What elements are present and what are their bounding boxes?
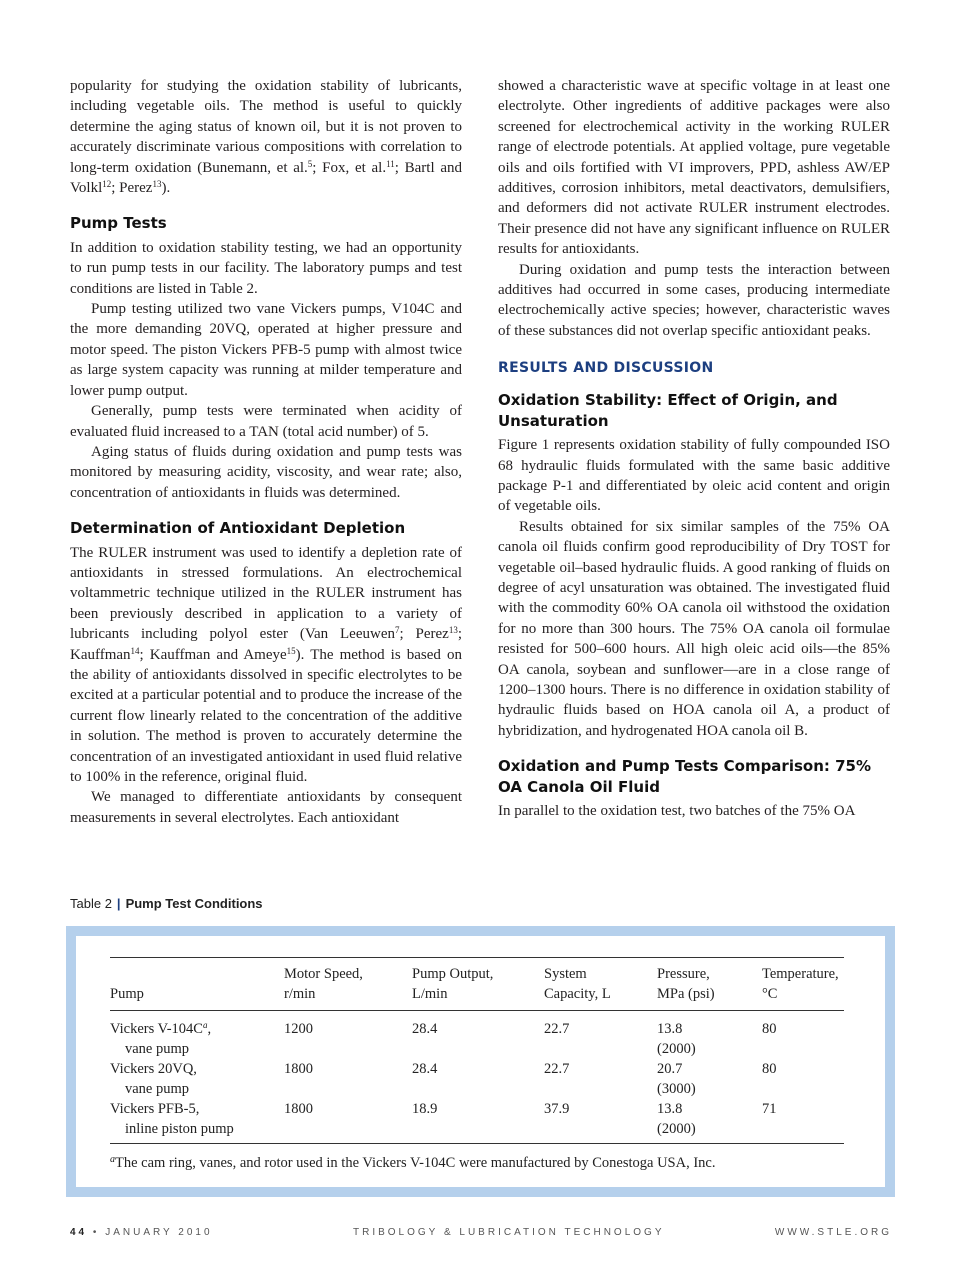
pump-name: Vickers V-104C (110, 1021, 203, 1037)
heading-antioxidant-depletion: Determination of Antioxidant Depletion (70, 519, 406, 538)
reference-superscript: 12 (102, 179, 112, 190)
footer-journal: TRIBOLOGY & LUBRICATION TECHNOLOGY (353, 1227, 665, 1238)
cell-capacity: 22.7 (544, 1061, 570, 1077)
reference-superscript: 7 (394, 625, 400, 636)
table-footnote (110, 1154, 715, 1172)
right-column (498, 76, 890, 821)
table-label: Table 2 (70, 896, 112, 911)
cell-pump (110, 1059, 284, 1099)
reference-superscript: 13 (152, 179, 162, 190)
table-panel (76, 936, 885, 1187)
pump-type: vane pump (125, 1041, 190, 1057)
cell-pump (110, 1011, 284, 1060)
table-caption (70, 896, 263, 911)
reference-superscript: 11 (386, 158, 395, 169)
header-temperature (762, 958, 844, 1011)
cell-temperature: 71 (762, 1101, 777, 1117)
caption-separator: | (116, 896, 121, 911)
header-text: Temperature, (762, 966, 839, 982)
header-pump-output (412, 958, 544, 1011)
text: ). The method is based on the ability of antioxidants dissolved in specific electrolytes to be excited at a particular potential and to produce the increase of the current flow linearly related to the concentration of the additive in solution. The method is proven to accurately determine the concentration of an investigated antioxidant in used fluid relative to 100% in the reference, original fluid. (70, 646, 462, 785)
header-unit: r/min (284, 986, 316, 1002)
footer-date: JANUARY 2010 (105, 1227, 213, 1238)
pressure-psi: (3000) (657, 1081, 696, 1097)
heading-pump-tests: Pump Tests (70, 214, 167, 233)
paragraph: During oxidation and pump tests the interaction between additives had occurred in some cases, producing intermediate electrochemically active species; however, characteristic waves of these substances did not overlap specific antioxidant peaks. (498, 261, 890, 339)
header-unit: Capacity, L (544, 986, 611, 1002)
paragraph: In addition to oxidation stability testing, we had an opportunity to run pump tests in our facility. The laboratory pumps and test conditions are listed in Table 2. (70, 239, 462, 297)
paragraph: We managed to differentiate antioxidants by consequent measurements in several electrolytes. Each antioxidant (70, 789, 462, 826)
paragraph: showed a characteristic wave at specific voltage in at least one electrolyte. Other ingredients of additive packages were also screened for electrochemical activity in the working RULER range of electrode potentials. At applied voltage, pure vegetable oils and oils fortified with VI improvers, PPD, ashless AW/EP additives, corrosion inhibitors, metal deactivators, demulsifiers, and deformers did not activate RULER instrument electrodes. Their presence did not have any significant influence on RULER results for antioxidants. (498, 78, 890, 258)
table-title: Pump Test Conditions (125, 896, 263, 911)
paragraph: Figure 1 represents oxidation stability of fully compounded ISO 68 hydraulic fluids formulated with the same basic additive package P-1 and differentiated by oleic acid content and origin of vegetable oils. (498, 437, 890, 515)
footnote-mark: a (202, 1020, 208, 1030)
pump-name: Vickers 20VQ, (110, 1061, 197, 1077)
pressure-mpa: 13.8 (657, 1101, 683, 1117)
intro-paragraph (70, 76, 462, 198)
cell-pump (110, 1099, 284, 1144)
header-text: Pressure, (657, 966, 710, 982)
pump-type: inline piston pump (125, 1121, 234, 1137)
reference-superscript: 13 (448, 625, 458, 636)
footnote-text: The cam ring, vanes, and rotor used in the Vickers V-104C were manufactured by Conestoga USA, Inc. (115, 1155, 716, 1171)
pressure-psi: (2000) (657, 1041, 696, 1057)
heading-oxidation-stability: Oxidation Stability: Effect of Origin, and Unsaturation (498, 391, 838, 430)
footer-issue (70, 1227, 213, 1238)
cell-pressure (657, 1011, 762, 1060)
page-number: 44 (70, 1227, 88, 1238)
table-row (110, 1099, 844, 1144)
page-footer (70, 1227, 892, 1243)
text: ; Perez (399, 626, 449, 643)
header-unit: L/min (412, 986, 448, 1002)
table-row (110, 1011, 844, 1060)
paragraph (70, 543, 462, 788)
text: The RULER instrument was used to identify a depletion rate of antioxidants in stressed formulations. An electrochemical voltammetric technique utilized in the RULER instrument has been previously described in application to a variety of lubricants including polyol ester (Van Leeuwen (70, 544, 462, 643)
header-unit: °C (762, 986, 778, 1002)
header-text: Motor Speed, (284, 966, 363, 982)
header-unit: MPa (psi) (657, 986, 715, 1002)
reference-superscript: 15 (286, 645, 296, 656)
header-pump (110, 958, 284, 1011)
pressure-mpa: 20.7 (657, 1061, 683, 1077)
paragraph: In parallel to the oxidation test, two batches of the 75% OA (498, 803, 856, 819)
header-text: Pump Output, (412, 966, 494, 982)
paragraph: Pump testing utilized two vane Vickers pumps, V104C and the more demanding 20VQ, operated at higher pressure and motor speed. The piston Vickers PFB-5 pump with almost twice as large system capacity was running at milder temperature and lower pump output. (70, 301, 462, 399)
cell-pressure (657, 1099, 762, 1144)
paragraph: Aging status of fluids during oxidation and pump tests was monitored by measuring acidity, viscosity, and wear rate; also, concentration of antioxidants in fluids was determined. (70, 443, 462, 501)
cell-output: 18.9 (412, 1101, 438, 1117)
table-frame (66, 926, 895, 1197)
heading-pump-comparison: Oxidation and Pump Tests Comparison: 75% OA Canola Oil Fluid (498, 757, 872, 796)
text: ; Kauffman and Ameye (139, 646, 287, 663)
left-column (70, 76, 462, 828)
footer-website: WWW.STLE.ORG (774, 1227, 892, 1238)
cell-speed: 1200 (284, 1021, 313, 1037)
footer-bullet: • (92, 1227, 100, 1238)
header-text: System (544, 966, 587, 982)
text: , (207, 1021, 212, 1037)
section-heading-results: RESULTS AND DISCUSSION (498, 360, 714, 377)
text: ; Bartl and Volkl (70, 159, 462, 197)
cell-speed: 1800 (284, 1101, 313, 1117)
cell-capacity: 37.9 (544, 1101, 570, 1117)
header-system-capacity (544, 958, 657, 1011)
cell-output: 28.4 (412, 1061, 438, 1077)
text: ). (161, 180, 171, 197)
header-pressure (657, 958, 762, 1011)
paragraph: Generally, pump tests were terminated when acidity of evaluated fluid increased to a TAN (total acid number) of 5. (70, 403, 462, 440)
cell-capacity: 22.7 (544, 1021, 570, 1037)
text: ; Perez (111, 180, 153, 197)
text: popularity for studying the oxidation stability of lubricants, including vegetable oils. The method is useful to quickly determine the aging status of known oil, but it is not proven to accurately discriminate various compositions with correlation to long-term oxidation (Bunemann, et al. (70, 78, 462, 176)
pressure-psi: (2000) (657, 1121, 696, 1137)
header-text: Pump (110, 986, 144, 1002)
reference-superscript: 14 (130, 645, 140, 656)
pump-test-table (110, 957, 844, 1144)
text: ; Kauffman (70, 626, 462, 663)
pump-name: Vickers PFB-5, (110, 1101, 200, 1117)
cell-temperature: 80 (762, 1061, 777, 1077)
cell-output: 28.4 (412, 1021, 438, 1037)
cell-pressure (657, 1059, 762, 1099)
text: ; Fox, et al. (312, 159, 387, 176)
reference-superscript: 5 (307, 158, 313, 169)
table-row (110, 1059, 844, 1099)
pressure-mpa: 13.8 (657, 1021, 683, 1037)
cell-speed: 1800 (284, 1061, 313, 1077)
paragraph: Results obtained for six similar samples of the 75% OA canola oil fluids confirm good reproducibility of Dry TOST for vegetable oil–based hydraulic fluids. A good ranking of fluids on degree of acyl unsaturation was obtained. The investigated fluid with the commodity 60% OA canola oil withstood the oxidation for no more than 300 hours. The 75% OA canola oil formulae resisted for 500–600 hours. All high oleic acid oils—the 85% OA canola, soybean and sunflower—are in a close range of 1200–1300 hours. There is no difference in oxidation stability of hydraulic fluids based on HOA canola oil A, a product of hybridization, and hydrogenated HOA canola oil B. (498, 518, 890, 739)
pump-type: vane pump (125, 1081, 190, 1097)
table-header-row (110, 958, 844, 1011)
header-motor-speed (284, 958, 412, 1011)
footnote-mark: a (110, 1154, 115, 1165)
cell-temperature: 80 (762, 1021, 777, 1037)
